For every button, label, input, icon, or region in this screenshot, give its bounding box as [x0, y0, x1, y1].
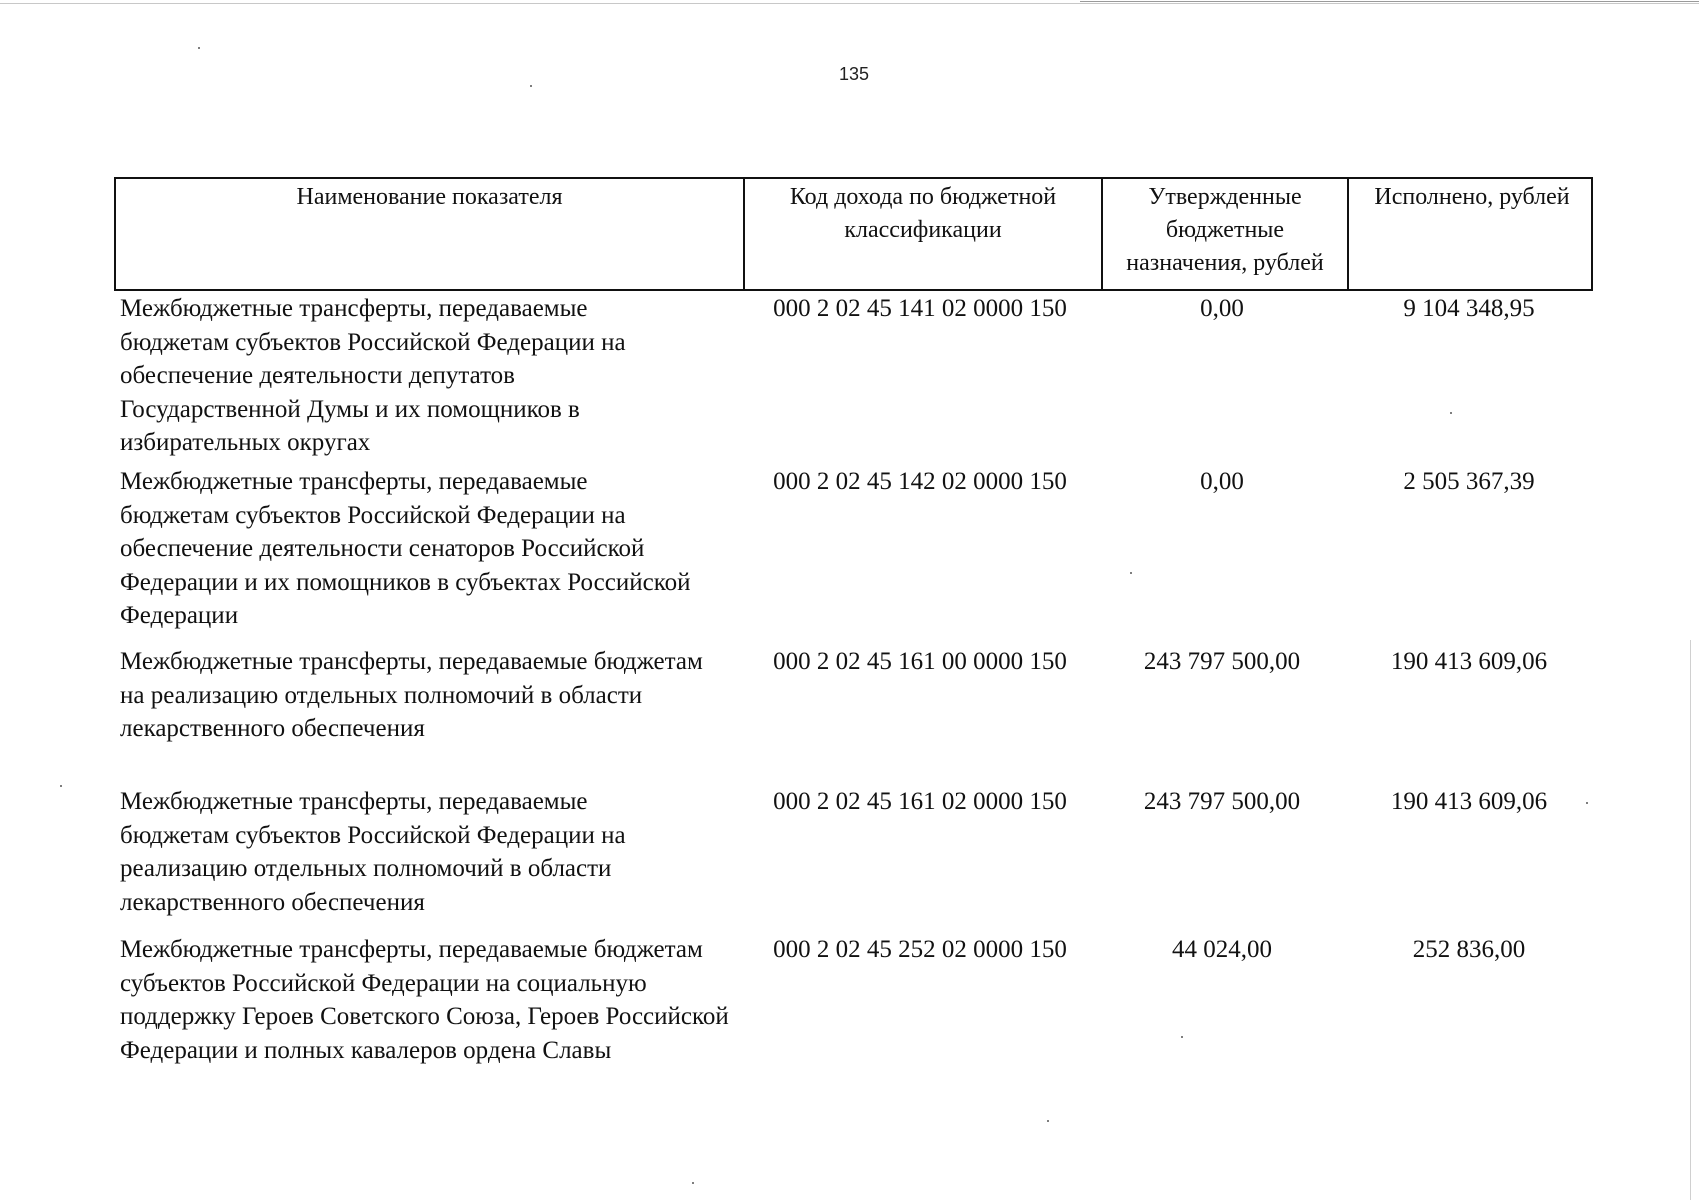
scan-speck — [1130, 572, 1132, 574]
row-code: 000 2 02 45 142 02 0000 150 — [773, 468, 1067, 495]
row-code: 000 2 02 45 141 02 0000 150 — [773, 295, 1067, 322]
scan-speck — [60, 785, 62, 787]
row-approved: 0,00 — [1200, 295, 1244, 322]
scan-speck — [1450, 412, 1452, 414]
header-approved: Утвержденные бюджетные назначения, рублей — [1101, 179, 1347, 289]
row-name: Межбюджетные трансферты, передаваемые бюджетам субъектов Российской Федерации на реализацию отдельных полномочий в области лекарственного обеспечения — [120, 788, 626, 916]
table-row — [114, 785, 1593, 933]
page-number: 135 — [838, 64, 870, 84]
row-name: Межбюджетные трансферты, передаваемые бюджетам субъектов Российской Федерации на обеспечение деятельности сенаторов Российской Федерации и их помощников в субъектах Российской Федерации — [120, 468, 691, 629]
row-executed: 252 836,00 — [1412, 936, 1526, 963]
row-name: Межбюджетные трансферты, передаваемые бюджетам субъектов Российской Федерации на обеспечение деятельности депутатов Государственной Думы и их помощников в избирательных округах — [120, 295, 626, 456]
scan-edge-line — [1080, 1, 1699, 2]
row-approved: 0,00 — [1200, 468, 1244, 495]
scan-speck — [1181, 1036, 1183, 1038]
row-code: 000 2 02 45 161 02 0000 150 — [773, 788, 1067, 815]
row-approved: 243 797 500,00 — [1143, 648, 1301, 675]
row-code: 000 2 02 45 252 02 0000 150 — [773, 936, 1067, 963]
table-row — [114, 645, 1593, 785]
scan-speck — [198, 47, 200, 49]
row-executed: 9 104 348,95 — [1403, 295, 1535, 322]
row-approved: 44 024,00 — [1172, 936, 1272, 963]
row-executed: 2 505 367,39 — [1403, 468, 1535, 495]
scan-speck — [1586, 802, 1588, 804]
scan-speck — [1047, 1120, 1049, 1122]
header-income-code: Код дохода по бюджетной классификации — [743, 179, 1101, 289]
table-row — [114, 933, 1593, 1113]
row-executed: 190 413 609,06 — [1390, 788, 1548, 815]
header-indicator-name: Наименование показателя — [296, 184, 563, 210]
scan-speck — [692, 1182, 694, 1184]
row-code: 000 2 02 45 161 00 0000 150 — [773, 648, 1067, 675]
revenue-table — [114, 177, 1593, 1113]
scan-edge-line — [1690, 640, 1691, 1200]
scan-edge-line — [0, 3, 1699, 4]
table-row — [114, 291, 1593, 465]
row-name: Межбюджетные трансферты, передаваемые бюджетам на реализацию отдельных полномочий в области лекарственного обеспечения — [120, 648, 703, 742]
row-executed: 190 413 609,06 — [1390, 648, 1548, 675]
row-approved: 243 797 500,00 — [1143, 788, 1301, 815]
row-name: Межбюджетные трансферты, передаваемые бюджетам субъектов Российской Федерации на социальную поддержку Героев Советского Союза, Героев Российской Федерации и полных кавалеров ордена Славы — [120, 936, 729, 1064]
header-executed: Исполнено, рублей — [1347, 179, 1595, 289]
table-row — [114, 465, 1593, 645]
table-header-row — [114, 177, 1593, 291]
scan-speck — [530, 85, 532, 87]
